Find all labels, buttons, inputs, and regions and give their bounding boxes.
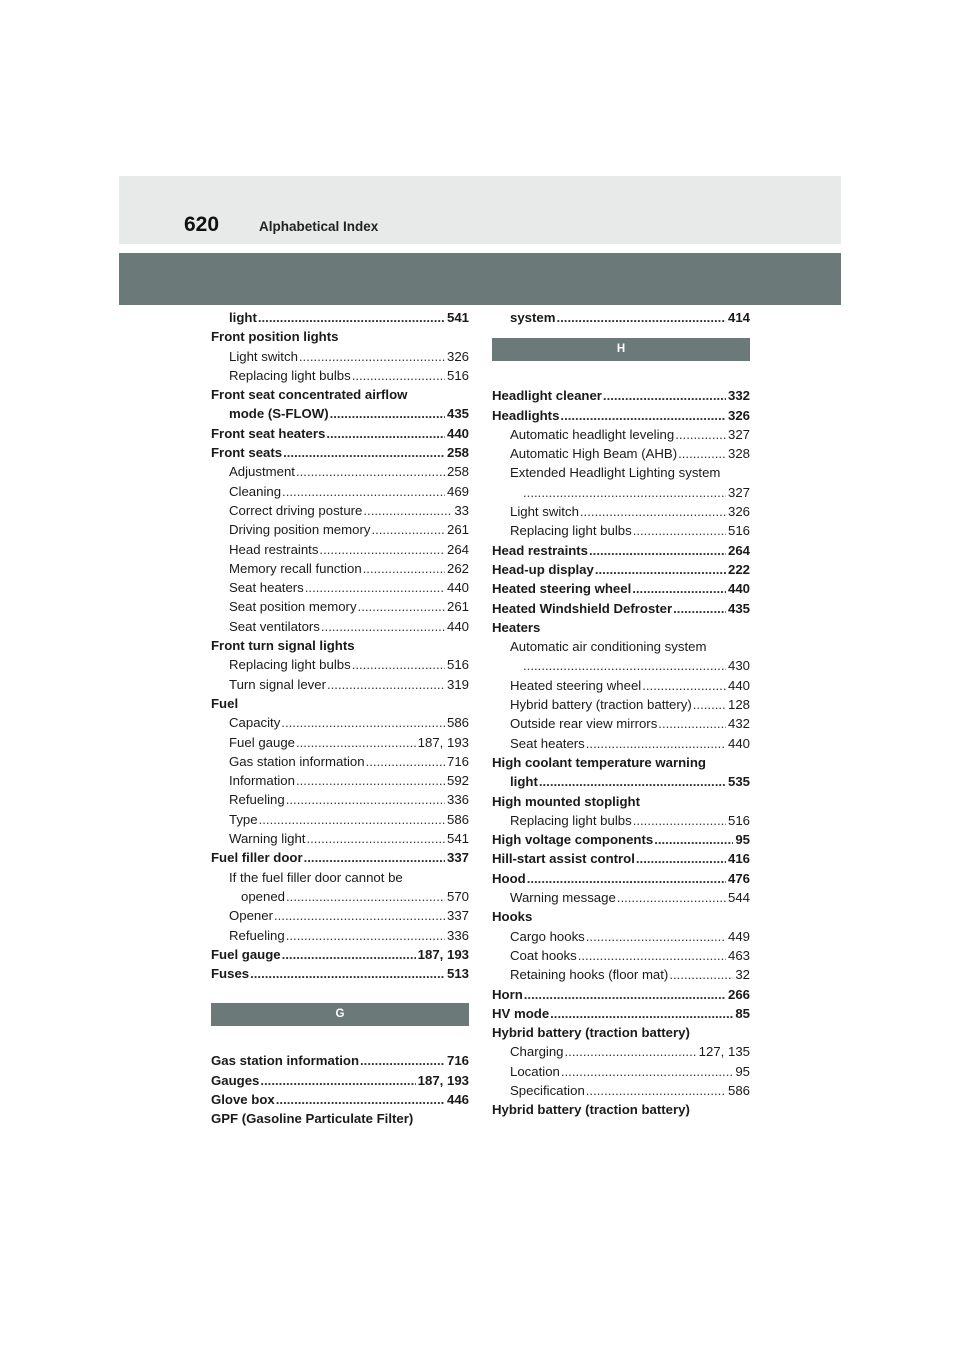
index-entry [492,1004,750,1023]
section-title: Alphabetical Index [259,219,379,234]
entry-label: Gas station information [211,1053,360,1069]
dot-leader [304,848,445,867]
entry-page: 541 [447,308,469,327]
dot-leader [371,520,445,539]
index-entry [492,541,750,560]
index-entry [492,1042,750,1061]
index-entry [492,907,750,926]
index-entry [492,1081,750,1100]
index-entry [492,985,750,1004]
entry-label: Replacing light bulbs [510,523,632,539]
index-entry [492,849,750,868]
entry-label: Retaining hooks (floor mat) [510,967,669,983]
entry-label: Fuel gauge [211,946,281,962]
entry-label: Front turn signal lights [211,638,355,654]
entry-label: Adjustment [229,464,295,480]
entry-page: 336 [447,926,469,945]
entry-page: 440 [447,578,469,597]
index-entry [492,753,750,772]
dot-leader [578,946,726,965]
index-entry [211,926,469,945]
entry-page: 262 [447,559,469,578]
entry-page: 328 [728,444,750,463]
entry-page: 440 [447,424,469,443]
entry-label: Extended Headlight Lighting system [510,465,721,481]
entry-label: High coolant temperature warning [492,754,706,770]
entry-label: Warning message [510,890,616,906]
index-entry [492,521,750,540]
index-entry [211,617,469,636]
entry-page: 261 [447,520,469,539]
index-entry [211,694,469,713]
index-entry [492,1023,750,1042]
index-entry [211,810,469,829]
entry-page: 261 [447,597,469,616]
entry-page: 326 [447,347,469,366]
entry-page: 432 [728,714,750,733]
header-band [119,253,841,305]
index-entry [492,927,750,946]
dot-leader [276,1090,445,1109]
entry-page: 326 [728,406,750,425]
entry-page: 586 [447,713,469,732]
index-entry [211,655,469,674]
entry-label: If the fuel filler door cannot be [229,869,403,885]
index-entry [211,308,469,327]
entry-label: Automatic air conditioning system [510,639,707,655]
dot-leader [586,734,726,753]
dot-leader [330,404,445,423]
entry-page: 476 [728,869,750,888]
index-entry [492,637,750,656]
entry-label: Front position lights [211,329,339,345]
entry-label: Seat ventilators [229,618,320,634]
dot-leader [358,597,445,616]
entry-label: light [510,774,538,790]
letter-heading: H [492,338,750,361]
index-column-left [211,308,469,1129]
dot-leader [286,887,445,906]
entry-label: Hybrid battery (traction battery) [510,697,692,713]
index-entry [492,695,750,714]
entry-label: Fuses [211,966,250,982]
entry-label: Fuel [211,695,239,711]
entry-label: Head restraints [229,541,319,557]
dot-leader [654,830,733,849]
index-entry [492,1100,750,1119]
index-entry [492,406,750,425]
index-entry [211,1090,469,1109]
index-entry [492,483,750,502]
entry-label: Hill-start assist control [492,851,635,867]
entry-page: 544 [728,888,750,907]
dot-leader [296,462,445,481]
entry-label: Heaters [492,619,541,635]
entry-page: 440 [728,734,750,753]
dot-leader [580,502,726,521]
index-entry [492,772,750,791]
index-entry [211,906,469,925]
dot-leader [305,578,445,597]
entry-page: 440 [728,676,750,695]
index-entry [211,713,469,732]
dot-leader [286,790,445,809]
index-entry [492,444,750,463]
dot-leader [321,617,445,636]
entry-label: light [229,310,257,325]
entry-page: 258 [447,462,469,481]
entry-page: 95 [735,830,750,849]
entry-page: 337 [447,906,469,925]
index-entry [492,676,750,695]
entry-page: 32 [735,965,750,984]
entry-label: Type [229,811,258,827]
index-entry [492,599,750,618]
index-entry [492,714,750,733]
index-entry [211,404,469,423]
index-entry [211,1109,469,1128]
entry-page: 716 [447,752,469,771]
dot-leader [527,869,726,888]
index-entry [211,385,469,404]
entry-page: 326 [728,502,750,521]
dot-leader [283,443,445,462]
entry-page: 516 [728,811,750,830]
entry-label: Driving position memory [229,522,371,538]
index-entry [492,965,750,984]
entry-label: Head restraints [492,542,589,558]
index-entry [211,559,469,578]
index-entry [211,347,469,366]
entry-page: 414 [728,308,750,327]
entry-label: Heated steering wheel [510,677,642,693]
entry-label: mode (S-FLOW) [229,406,329,422]
dot-leader [586,927,726,946]
dot-leader [524,985,726,1004]
index-entry [211,1051,469,1070]
entry-label: Seat position memory [229,599,357,615]
entry-label: Head-up display [492,561,594,577]
entry-label: Gas station information [229,753,365,769]
index-entry [211,482,469,501]
dot-leader [327,675,445,694]
index-entry [211,443,469,462]
dot-leader [319,540,445,559]
entry-label: Automatic headlight leveling [510,426,675,442]
entry-label: Turn signal lever [229,676,326,692]
index-entry [211,752,469,771]
entry-label: Light switch [510,504,579,520]
index-entry [492,560,750,579]
entry-label: Hybrid battery (traction battery) [492,1102,690,1118]
dot-leader [642,676,726,695]
entry-label: Heated Windshield Defroster [492,600,673,616]
dot-leader [539,772,726,791]
index-entry [492,734,750,753]
entry-page: 336 [447,790,469,809]
entry-label: Coat hooks [510,947,577,963]
entry-label: Opener [229,908,273,924]
dot-leader [259,810,445,829]
entry-label: opened [241,888,286,904]
entry-label: Seat heaters [229,580,304,596]
index-entry [211,790,469,809]
entry-page: 222 [728,560,750,579]
entry-page: 95 [735,1062,750,1081]
dot-leader [678,444,726,463]
entry-page: 516 [447,366,469,385]
index-entry [492,425,750,444]
entry-page: 516 [728,521,750,540]
entry-label: Horn [492,986,523,1002]
index-entry [211,501,469,520]
entry-label: Cargo hooks [510,928,585,944]
entry-label: Automatic High Beam (AHB) [510,446,678,462]
entry-page: 463 [728,946,750,965]
index-entry [211,945,469,964]
entry-label: Replacing light bulbs [229,367,351,383]
entry-page: 586 [728,1081,750,1100]
entry-label: Refueling [229,792,285,808]
entry-page: 449 [728,927,750,946]
entry-page: 187, 193 [418,945,469,964]
dot-leader [561,1062,733,1081]
index-entry [492,386,750,405]
entry-page: 430 [728,656,750,675]
dot-leader [296,733,416,752]
index-entry [211,1071,469,1090]
letter-heading: G [211,1003,469,1026]
entry-page: 435 [447,404,469,423]
index-entry [211,327,469,346]
index-entry [211,733,469,752]
dot-leader [360,1051,445,1070]
entry-label: Cleaning [229,483,282,499]
dot-leader [299,347,445,366]
index-entry [211,887,469,906]
page-number: 620 [184,213,220,236]
entry-label: Fuel gauge [229,734,295,750]
entry-page: 327 [728,425,750,444]
entry-label: Replacing light bulbs [510,812,632,828]
entry-page: 264 [728,541,750,560]
entry-label: Correct driving posture [229,502,363,518]
dot-leader [565,1042,697,1061]
dot-leader [286,926,445,945]
header-bar [119,176,841,244]
entry-label: Outside rear view mirrors [510,716,658,732]
entry-page: 258 [447,443,469,462]
dot-leader [523,656,726,675]
index-entry [492,869,750,888]
entry-page: 337 [447,848,469,867]
dot-leader [258,308,445,327]
entry-label: Front seats [211,445,283,461]
index-entry [492,579,750,598]
dot-leader [250,964,445,983]
entry-page: 416 [728,849,750,868]
index-entry [211,675,469,694]
entry-label: Gauges [211,1072,260,1088]
entry-label: Information [229,773,295,789]
index-entry [492,308,750,327]
entry-label: Fuel filler door [211,850,303,866]
index-entry [211,597,469,616]
entry-page: 85 [735,1004,750,1023]
entry-label: Headlights [492,407,560,423]
entry-label: Specification [510,1082,585,1098]
index-entry [492,811,750,830]
entry-page: 716 [447,1051,469,1070]
entry-label: Seat heaters [510,735,585,751]
entry-page: 440 [728,579,750,598]
index-entry [492,463,750,482]
index-column-right [492,308,750,1120]
dot-leader [673,599,726,618]
dot-leader [282,945,416,964]
dot-leader [556,308,726,327]
index-entry [211,868,469,887]
entry-page: 319 [447,675,469,694]
index-entry [492,946,750,965]
entry-label: HV mode [492,1005,550,1021]
dot-leader [352,655,445,674]
entry-label: GPF (Gasoline Particulate Filter) [211,1111,414,1127]
entry-page: 586 [447,810,469,829]
dot-leader [632,579,726,598]
dot-leader [281,713,445,732]
entry-page: 541 [447,829,469,848]
entry-page: 592 [447,771,469,790]
entry-label: Refueling [229,927,285,943]
index-entry [211,424,469,443]
index-entry [492,888,750,907]
dot-leader [274,906,445,925]
index-entry [211,964,469,983]
dot-leader [306,829,445,848]
index-entry [211,578,469,597]
entry-label: Headlight cleaner [492,388,602,404]
dot-leader [363,501,452,520]
dot-leader [296,771,445,790]
entry-page: 127, 135 [699,1042,750,1061]
entry-page: 327 [728,483,750,502]
entry-page: 469 [447,482,469,501]
entry-page: 264 [447,540,469,559]
entry-label: Heated steering wheel [492,581,632,597]
dot-leader [326,424,445,443]
dot-leader [658,714,726,733]
dot-leader [636,849,726,868]
index-entry [211,520,469,539]
dot-leader [693,695,726,714]
entry-page: 535 [728,772,750,791]
index-entry [211,636,469,655]
index-entry [492,830,750,849]
dot-leader [589,541,726,560]
entry-page: 187, 193 [418,1071,469,1090]
index-entry [492,618,750,637]
index-entry [211,462,469,481]
entry-page: 446 [447,1090,469,1109]
index-entry [492,1062,750,1081]
entry-label: Warning light [229,831,306,847]
entry-label: High mounted stoplight [492,793,640,809]
dot-leader [260,1071,415,1090]
index-entry [492,656,750,675]
entry-label: High voltage components [492,832,654,848]
dot-leader [669,965,733,984]
dot-leader [366,752,445,771]
entry-page: 570 [447,887,469,906]
dot-leader [633,521,726,540]
index-entry [492,792,750,811]
dot-leader [352,366,445,385]
dot-leader [560,406,726,425]
entry-label: Location [510,1063,560,1079]
entry-page: 128 [728,695,750,714]
dot-leader [633,811,726,830]
index-entry [211,829,469,848]
entry-page: 513 [447,964,469,983]
entry-page: 33 [454,501,469,520]
entry-label: Glove box [211,1091,275,1107]
entry-page: 435 [728,599,750,618]
dot-leader [523,483,726,502]
entry-label: Capacity [229,715,281,731]
entry-label: system [510,310,556,325]
entry-label: Front seat heaters [211,425,326,441]
entry-label: Hooks [492,909,533,925]
dot-leader [675,425,726,444]
entry-label: Memory recall function [229,560,362,576]
entry-label: Front seat concentrated airflow [211,387,408,403]
index-entry [492,502,750,521]
entry-label: Hybrid battery (traction battery) [492,1025,690,1041]
index-entry [211,771,469,790]
index-entry [211,366,469,385]
entry-page: 440 [447,617,469,636]
entry-page: 332 [728,386,750,405]
entry-page: 187, 193 [418,733,469,752]
dot-leader [603,386,726,405]
index-entry [211,848,469,867]
dot-leader [595,560,726,579]
entry-label: Charging [510,1044,564,1060]
entry-label: Replacing light bulbs [229,657,351,673]
entry-label: Hood [492,870,526,886]
dot-leader [550,1004,733,1023]
dot-leader [363,559,445,578]
dot-leader [586,1081,726,1100]
entry-label: Light switch [229,348,298,364]
dot-leader [617,888,726,907]
entry-page: 516 [447,655,469,674]
entry-page: 266 [728,985,750,1004]
index-entry [211,540,469,559]
dot-leader [282,482,445,501]
